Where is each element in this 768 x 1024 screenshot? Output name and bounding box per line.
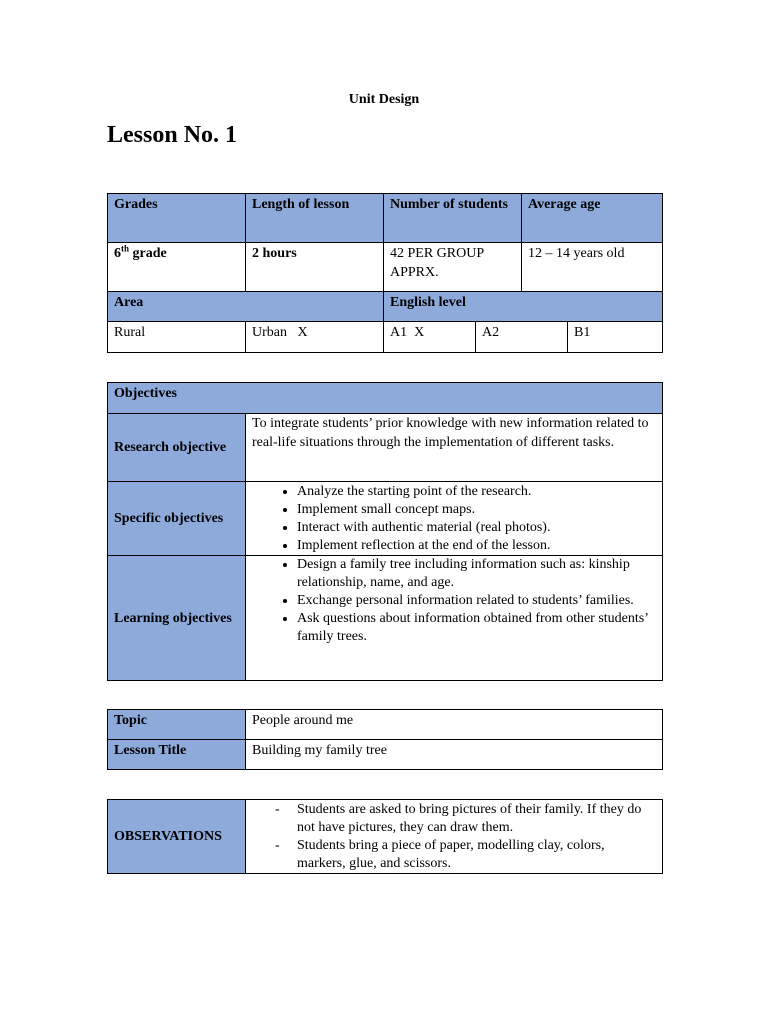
topic-label: Topic <box>108 710 246 740</box>
level-a1: A1 X <box>384 322 476 353</box>
research-objective-label: Research objective <box>108 414 246 482</box>
observations-list <box>252 801 656 873</box>
lesson-title: Lesson No. 1 <box>107 122 238 148</box>
list-item: - Students are asked to bring pictures of their family. If they do not have pictures, they can draw them. <box>297 801 656 837</box>
lesson-title-label: Lesson Title <box>108 740 246 770</box>
lesson-info-table <box>107 193 663 353</box>
age-value: 12 – 14 years old <box>522 243 663 292</box>
learning-objectives-label: Learning objectives <box>108 556 246 681</box>
area-urban: Urban X <box>246 322 384 353</box>
grade-word: grade <box>132 246 167 261</box>
list-item: - Students bring a piece of paper, modelling clay, colors, markers, glue, and scissors. <box>297 837 656 873</box>
students-header: Number of students <box>384 194 522 243</box>
learning-objectives-list <box>252 556 656 646</box>
learning-objectives-cell <box>246 556 663 681</box>
topic-value: People around me <box>246 710 663 740</box>
list-item: • Implement reflection at the end of the lesson. <box>297 537 656 555</box>
grade-number: 6 <box>114 246 121 261</box>
observations-cell <box>246 800 663 874</box>
objectives-table <box>107 382 663 681</box>
specific-objectives-list <box>252 483 656 555</box>
list-item: • Exchange personal information related to students’ families. <box>297 592 656 610</box>
area-rural: Rural <box>108 322 246 353</box>
students-value: 42 PER GROUP APPRX. <box>384 243 522 292</box>
observations-table <box>107 799 663 874</box>
document-header: Unit Design <box>348 92 420 107</box>
level-a2: A2 <box>476 322 568 353</box>
list-item: • Analyze the starting point of the research. <box>297 483 656 501</box>
grades-header: Grades <box>108 194 246 243</box>
specific-objectives-label: Specific objectives <box>108 482 246 556</box>
observations-label: OBSERVATIONS <box>108 800 246 874</box>
grade-cell <box>108 243 246 292</box>
grade-suffix: th <box>121 243 130 254</box>
specific-objectives-cell <box>246 482 663 556</box>
length-value: 2 hours <box>246 243 384 292</box>
area-header: Area <box>108 292 384 322</box>
list-item: • Interact with authentic material (real photos). <box>297 519 656 537</box>
length-header: Length of lesson <box>246 194 384 243</box>
list-item: • Ask questions about information obtained from other students’ family trees. <box>297 610 656 646</box>
lesson-title-value: Building my family tree <box>246 740 663 770</box>
level-b1: B1 <box>568 322 663 353</box>
age-header: Average age <box>522 194 663 243</box>
objectives-header: Objectives <box>108 383 663 414</box>
list-item: • Implement small concept maps. <box>297 501 656 519</box>
research-objective-text: To integrate students’ prior knowledge with new information related to real-life situations through the implementation of different tasks. <box>246 414 663 482</box>
list-item: • Design a family tree including information such as: kinship relationship, name, and age. <box>297 556 656 592</box>
topic-table <box>107 709 663 770</box>
english-level-header: English level <box>384 292 663 322</box>
